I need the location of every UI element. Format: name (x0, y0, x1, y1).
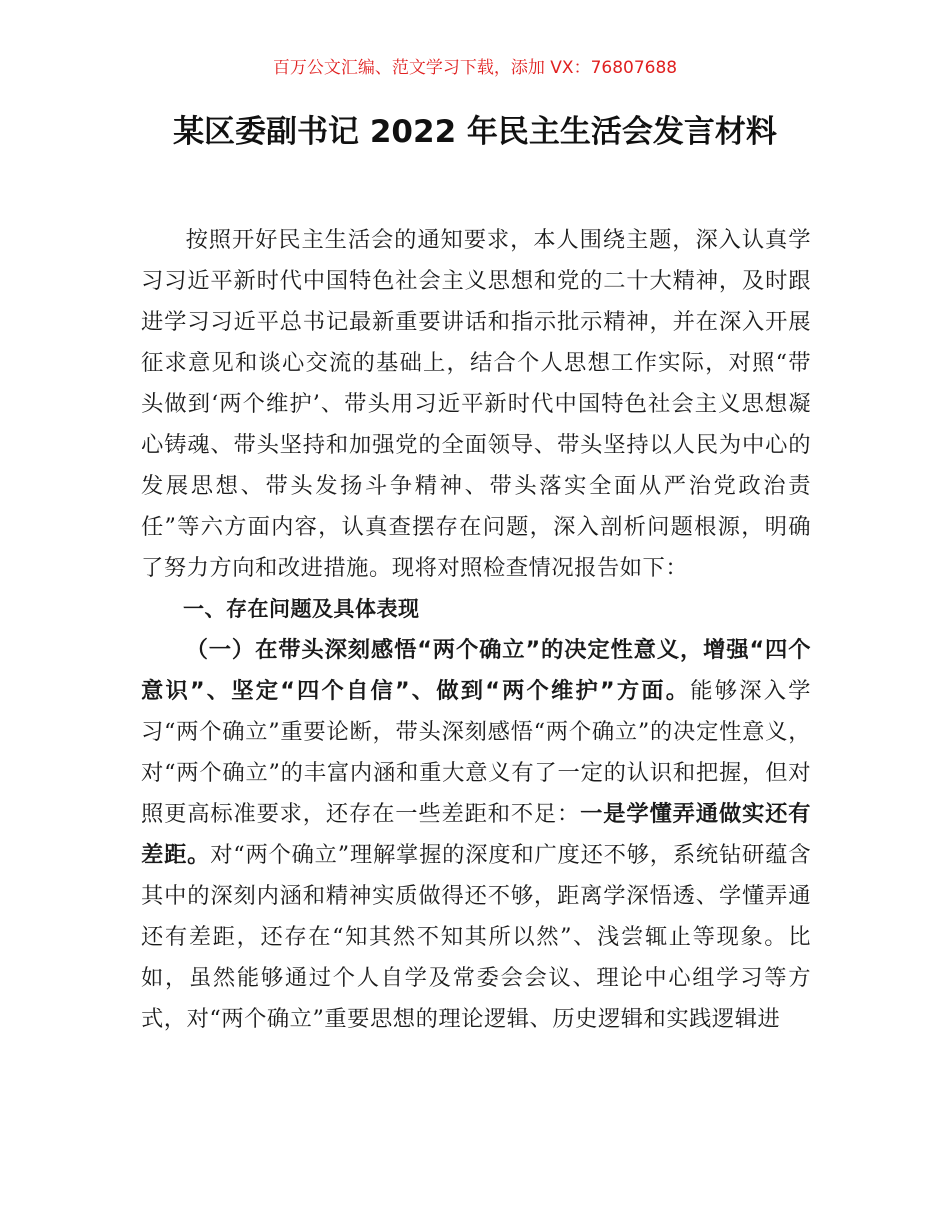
document-body (141, 220, 811, 1040)
subsection-heading: （一）在带头深刻感悟“两个确立”的决定性意义，增强“四个意识”、坚定“四个自信”、做到“两个维护”方面。 (141, 637, 811, 704)
document-title: 某区委副书记 2022 年民主生活会发言材料 (173, 114, 777, 150)
point-label: 一是学懂弄通做实还有差距。 (141, 801, 811, 868)
header-watermark-note: 百万公文汇编、范文学习下载，添加 VX：76807688 (272, 58, 678, 78)
subsection-text: 能够深入学习“两个确立”重要论断，带头深刻感悟“两个确立”的决定性意义，对“两个确立”的丰富内涵和重大意义有了一定的认识和把握，但对照更高标准要求，还存在一些差距和不足： (141, 678, 811, 827)
intro-paragraph: 按照开好民主生活会的通知要求，本人围绕主题，深入认真学习习近平新时代中国特色社会主义思想和党的二十大精神，及时跟进学习习近平总书记最新重要讲话和指示批示精神，并在深入开展征求意见和谈心交流的基础上，结合个人思想工作实际，对照“带头做到‘两个维护’、带头用习近平新时代中国特色社会主义思想凝心铸魂、带头坚持和加强党的全面领导、带头坚持以人民为中心的发展思想、带头发扬斗争精神、带头落实全面从严治党政治责任”等六方面内容，认真查摆存在问题，深入剖析问题根源，明确了努力方向和改进措施。现将对照检查情况报告如下： (141, 227, 811, 581)
point-text: 对“两个确立”理解掌握的深度和广度还不够，系统钻研蕴含其中的深刻内涵和精神实质做得还不够，距离学深悟透、学懂弄通还有差距，还存在“知其然不知其所以然”、浅尝辄止等现象。比如，虽然能够通过个人自学及常委会会议、理论中心组学习等方式，对“两个确立”重要思想的理论逻辑、历史逻辑和实践逻辑进 (141, 842, 811, 1032)
section-heading: 一、存在问题及具体表现 (183, 597, 420, 621)
subsection-paragraph (141, 630, 811, 1040)
